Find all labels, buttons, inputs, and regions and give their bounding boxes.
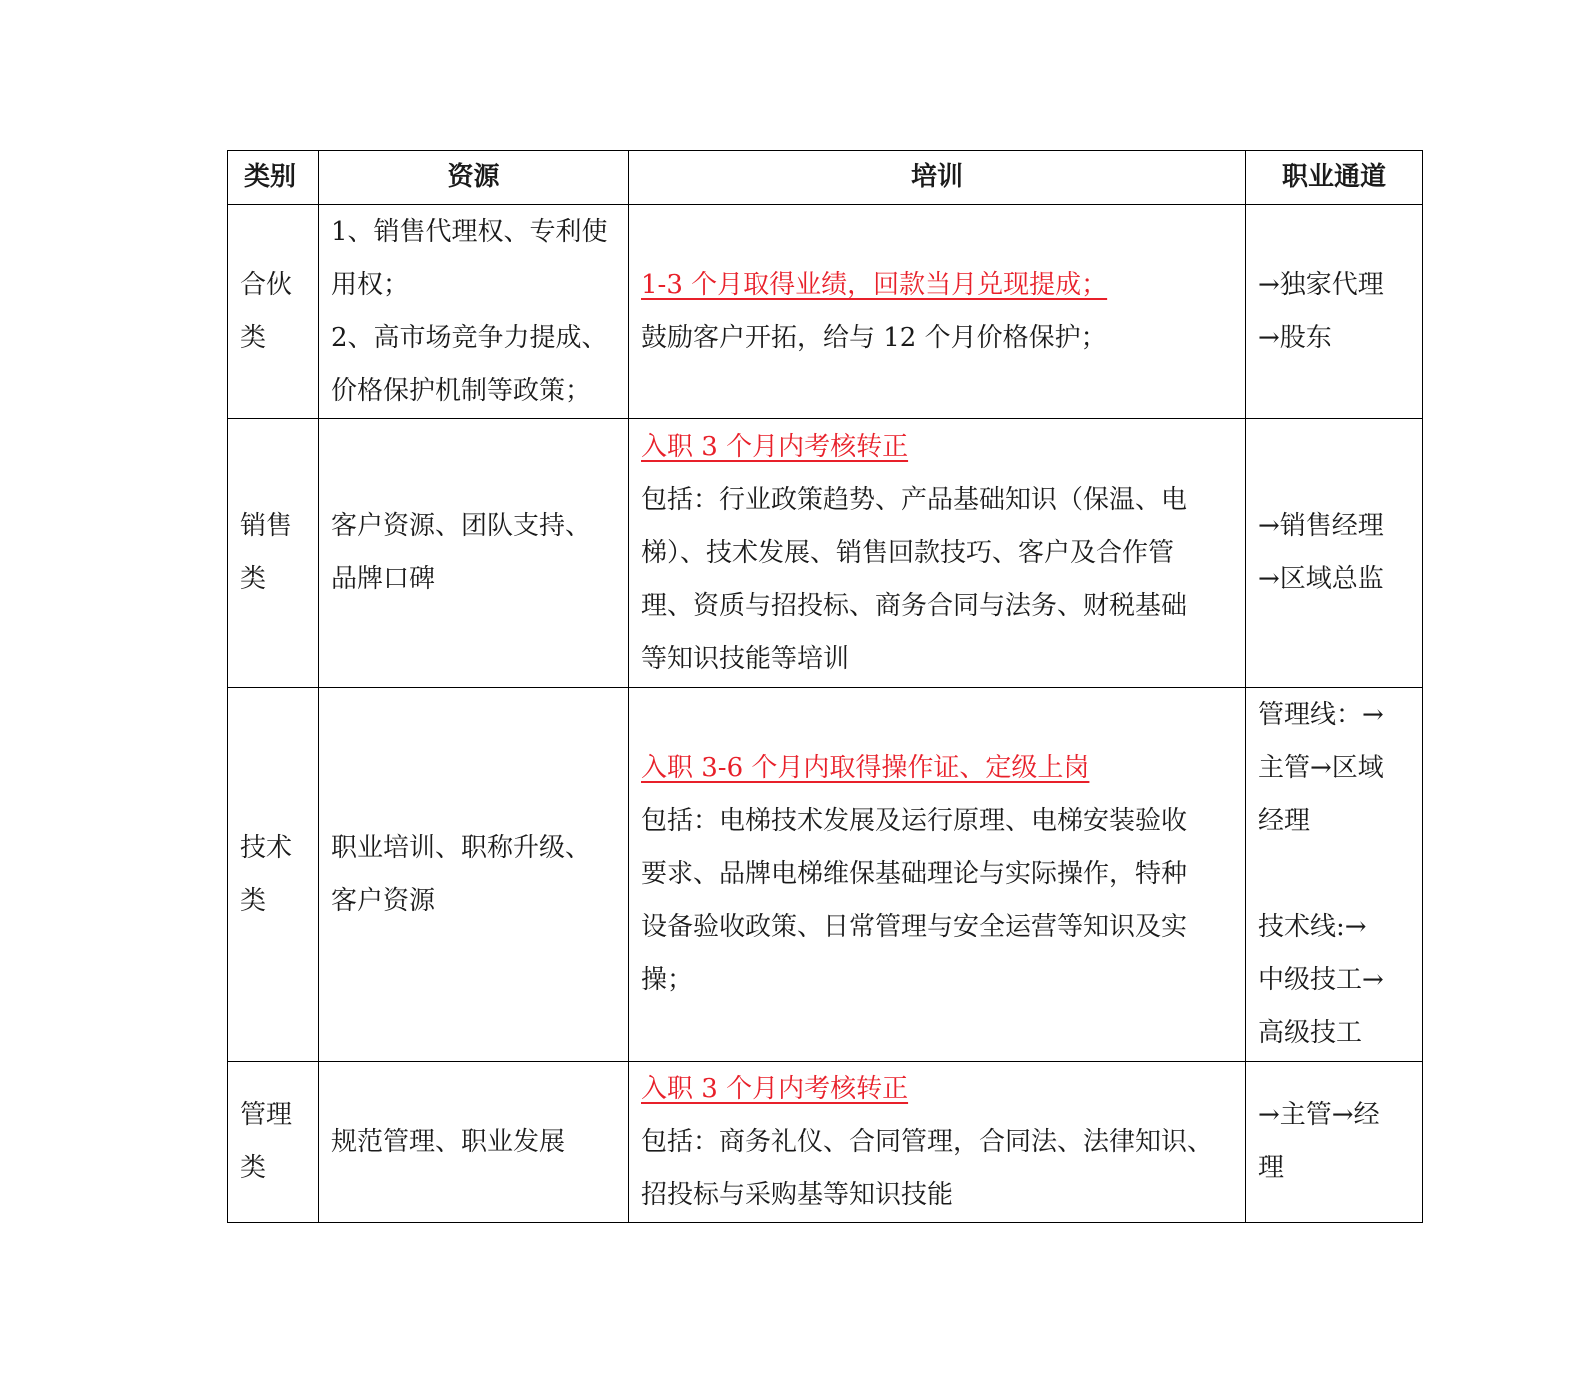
resources-line: 客户资源、团队支持、: [331, 511, 592, 541]
header-category: 类别: [228, 151, 319, 205]
training-cell: [629, 205, 1246, 419]
training-highlight: 1-3 个月取得业绩，回款当月兑现提成；: [641, 269, 1108, 300]
training-cell: [629, 419, 1246, 688]
training-line: 招投标与采购基等知识技能: [641, 1179, 954, 1210]
training-line: 操；: [641, 965, 694, 995]
category-line: 类: [240, 564, 267, 594]
training-line: 包括：电梯技术发展及运行原理、电梯安装验收: [641, 806, 1188, 836]
career-tech-line: 高级技工: [1258, 1018, 1363, 1048]
category-line: 类: [240, 885, 267, 916]
career-spacer: [1258, 848, 1410, 901]
header-career-path: 职业通道: [1246, 151, 1423, 205]
resources-cell: [319, 205, 629, 419]
training-highlight: 入职 3 个月内考核转正: [641, 431, 909, 462]
category-line: 类: [240, 1153, 267, 1183]
table-row-partner: [228, 205, 1423, 419]
table-row-technical: [228, 688, 1423, 1062]
resources-line: 品牌口碑: [331, 564, 436, 594]
table-header-row: [228, 151, 1423, 205]
resources-line: 1、销售代理权、专利使: [331, 216, 608, 247]
resources-cell: [319, 688, 629, 1062]
career-cell: [1246, 688, 1423, 1062]
training-line: 包括：行业政策趋势、产品基础知识（保温、电: [641, 484, 1188, 515]
category-line: 销售: [240, 511, 293, 541]
career-cell: [1246, 205, 1423, 419]
training-line: 设备验收政策、日常管理与安全运营等知识及实: [641, 912, 1188, 942]
category-cell: [228, 419, 319, 688]
category-cell: [228, 205, 319, 419]
career-line: →区域总监: [1258, 564, 1384, 594]
training-line: 梯）、技术发展、销售回款技巧、客户及合作管: [641, 537, 1175, 568]
resources-line: 用权；: [331, 269, 410, 300]
training-line: 要求、品牌电梯维保基础理论与实际操作，特种: [641, 859, 1188, 889]
table-row-sales: [228, 419, 1423, 688]
resources-line: 职业培训、职称升级、: [331, 832, 592, 863]
resources-line: 客户资源: [331, 885, 436, 916]
career-line: →主管→经: [1258, 1100, 1380, 1130]
career-line: 理: [1258, 1153, 1285, 1183]
resources-line: 价格保护机制等政策；: [331, 375, 592, 406]
career-mgmt-line: 管理线：→: [1258, 700, 1384, 730]
resources-line: 规范管理、职业发展: [331, 1126, 566, 1157]
training-highlight: 入职 3-6 个月内取得操作证、定级上岗: [641, 753, 1090, 783]
resources-cell: [319, 1062, 629, 1223]
category-cell: [228, 1062, 319, 1223]
career-tech-line: 中级技工→: [1258, 965, 1384, 995]
career-line: →股东: [1258, 322, 1332, 353]
category-line: 合伙: [240, 269, 293, 300]
career-mgmt-line: 主管→区域: [1258, 753, 1384, 783]
training-line: 鼓励客户开拓，给与 12 个月价格保护；: [641, 322, 1107, 353]
career-line: →销售经理: [1258, 511, 1384, 541]
training-cell: [629, 688, 1246, 1062]
career-mgmt-line: 经理: [1258, 806, 1311, 836]
category-line: 管理: [240, 1100, 293, 1130]
resources-line: 2、高市场竞争力提成、: [331, 322, 608, 353]
header-resources: 资源: [319, 151, 629, 205]
training-highlight: 入职 3 个月内考核转正: [641, 1073, 909, 1104]
career-cell: [1246, 419, 1423, 688]
table-row-management: [228, 1062, 1423, 1223]
training-line: 等知识技能等培训: [641, 643, 850, 674]
career-tech-line: 技术线:→: [1258, 912, 1367, 942]
training-cell: [629, 1062, 1246, 1223]
training-line: 理、资质与招投标、商务合同与法务、财税基础: [641, 590, 1188, 621]
career-table: [227, 150, 1423, 1223]
header-training: 培训: [629, 151, 1246, 205]
category-cell: [228, 688, 319, 1062]
career-cell: [1246, 1062, 1423, 1223]
training-line: 包括：商务礼仪、合同管理，合同法、法律知识、: [641, 1126, 1214, 1157]
resources-cell: [319, 419, 629, 688]
category-line: 技术: [240, 832, 293, 863]
category-line: 类: [240, 322, 267, 353]
career-line: →独家代理: [1258, 269, 1384, 300]
